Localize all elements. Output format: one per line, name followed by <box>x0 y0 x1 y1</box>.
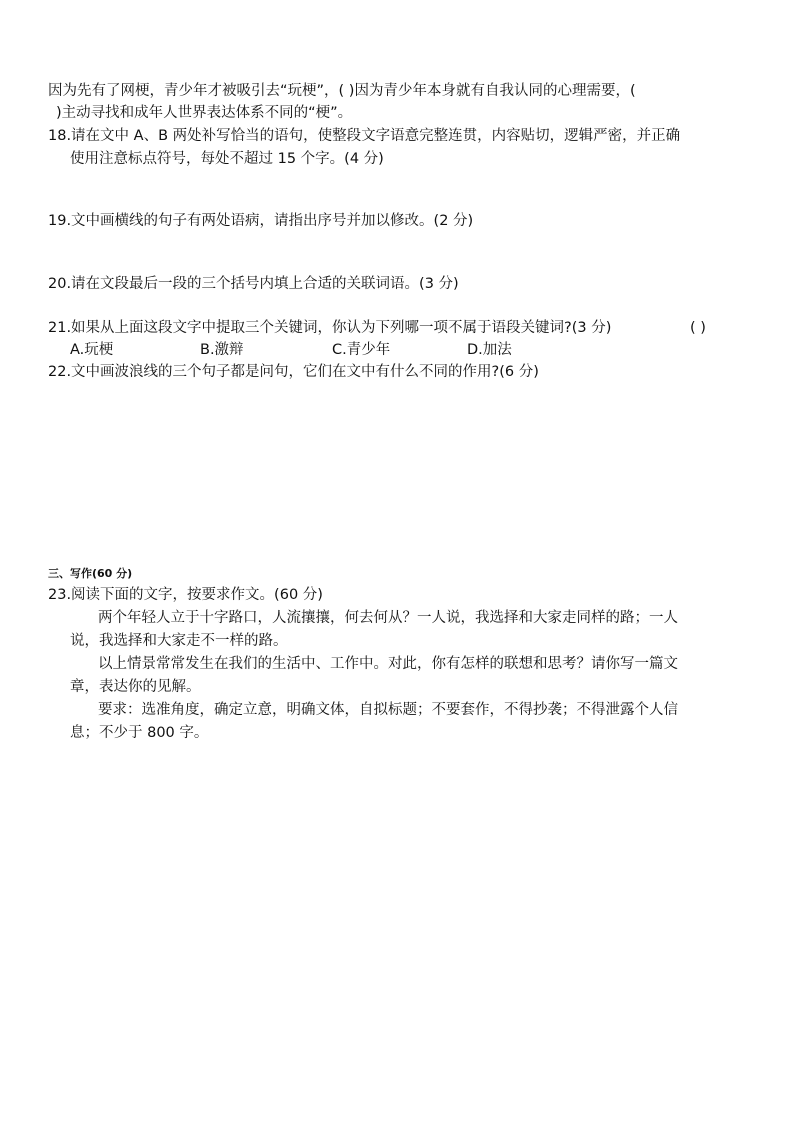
question-23-para-2-line-1: 以上情景常常发生在我们的生活中、工作中。对此，你有怎样的联想和思考？请你写一篇文 <box>98 656 678 672</box>
question-18-line-2: 使用注意标点符号，每处不超过 15 个字。(4 分) <box>70 151 384 167</box>
question-21-option-a: A.玩梗 <box>70 342 114 358</box>
passage-tail-line-1: 因为先有了网梗，青少年才被吸引去“玩梗”，( )因为青少年本身就有自我认同的心理需要，( <box>48 83 636 99</box>
question-21-stem: 21.如果从上面这段文字中提取三个关键词，你认为下列哪一项不属于语段关键词?(3 分) <box>48 320 612 336</box>
question-23-requirements-line-2: 息；不少于 800 字。 <box>70 725 209 741</box>
question-23-para-2-line-2: 章，表达你的见解。 <box>70 679 201 695</box>
question-23-para-1-line-2: 说，我选择和大家走不一样的路。 <box>70 633 288 649</box>
passage-tail-line-2: )主动寻找和成年人世界表达体系不同的“梗”。 <box>56 105 353 121</box>
question-19: 19.文中画横线的句子有两处语病，请指出序号并加以修改。(2 分) <box>48 213 474 229</box>
question-21-option-d: D.加法 <box>467 342 512 358</box>
question-21-option-c: C.青少年 <box>332 342 391 358</box>
section-3-title: 三、写作(60 分) <box>48 567 133 580</box>
question-21-answer-blank: ( ) <box>690 320 706 336</box>
question-18-line-1: 18.请在文中 A、B 两处补写恰当的语句，使整段文字语意完整连贯，内容贴切，逻辑严密，并正确 <box>48 128 681 144</box>
question-23-para-1-line-1: 两个年轻人立于十字路口，人流攘攘，何去何从？一人说，我选择和大家走同样的路；一人 <box>98 610 678 626</box>
question-21-option-b: B.激辩 <box>200 342 244 358</box>
question-23-requirements-line-1: 要求：选准角度，确定立意，明确文体，自拟标题；不要套作，不得抄袭；不得泄露个人信 <box>98 702 678 718</box>
question-23-stem: 23.阅读下面的文字，按要求作文。(60 分) <box>48 587 323 603</box>
question-20: 20.请在文段最后一段的三个括号内填上合适的关联词语。(3 分) <box>48 276 459 292</box>
question-22: 22.文中画波浪线的三个句子都是问句，它们在文中有什么不同的作用?(6 分) <box>48 364 539 380</box>
